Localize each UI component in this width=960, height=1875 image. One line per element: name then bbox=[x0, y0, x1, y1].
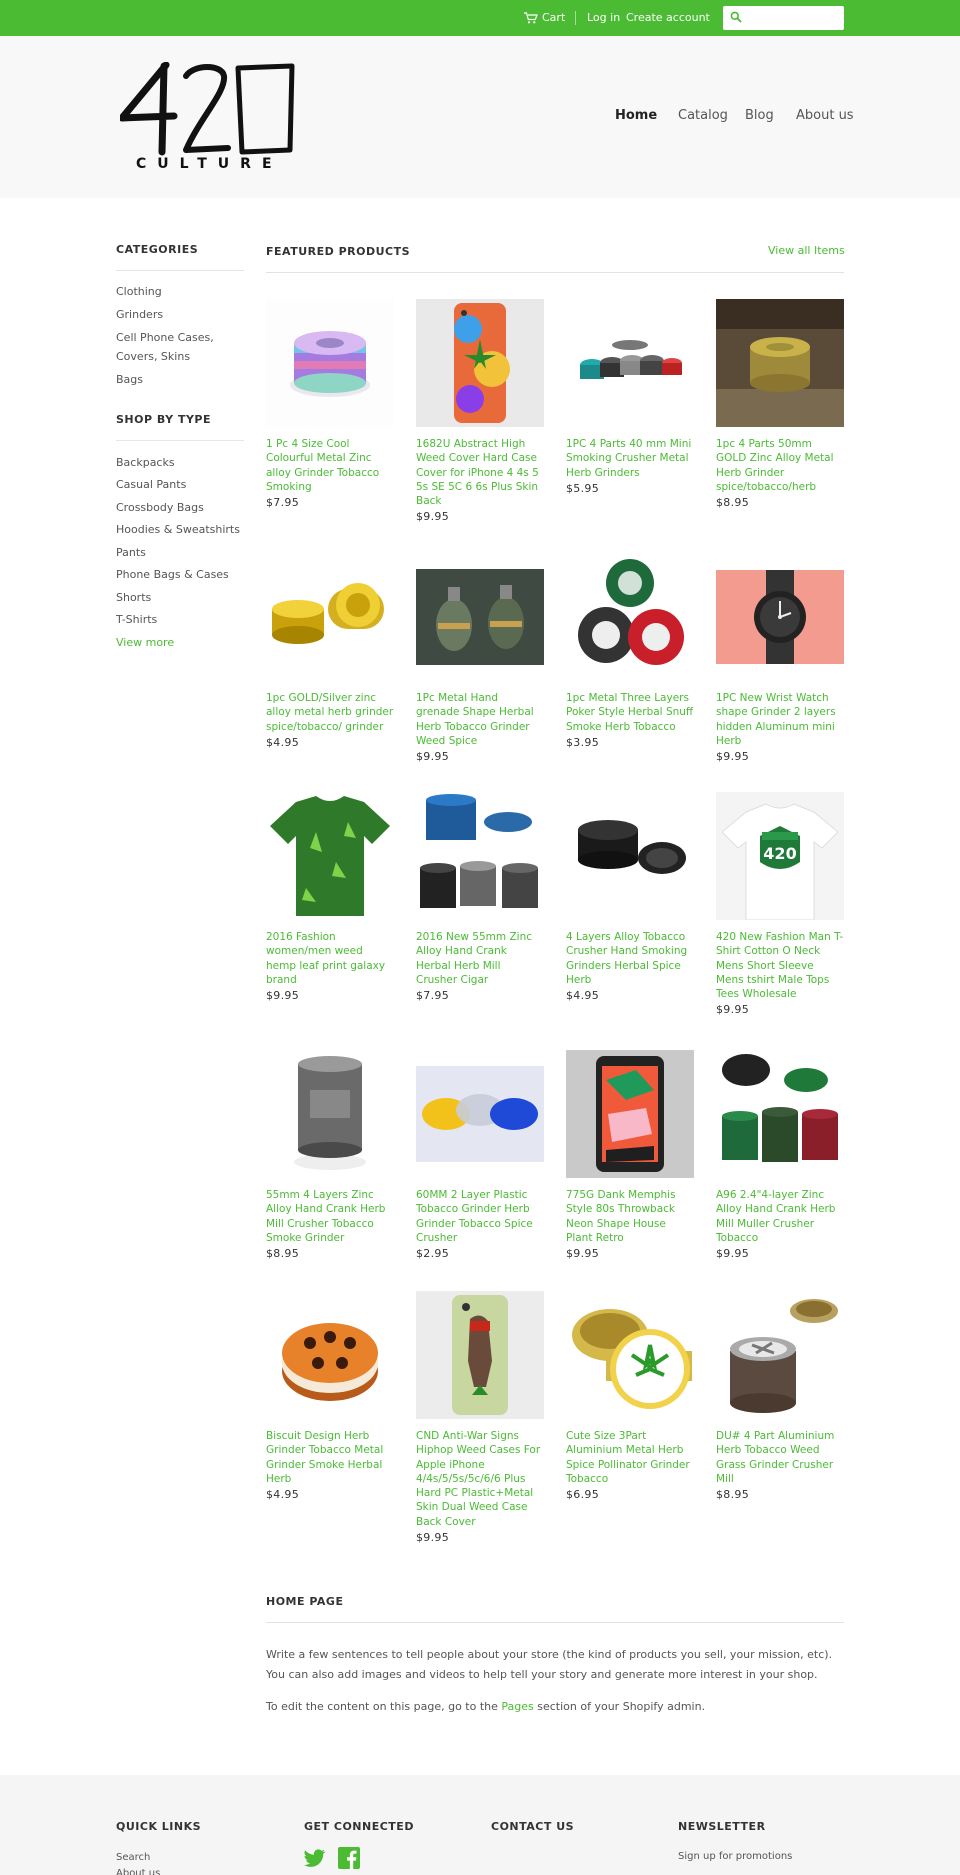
product-price: $7.95 bbox=[266, 496, 299, 510]
sidebar-item-casual-pants[interactable]: Casual Pants bbox=[116, 478, 187, 491]
categories-heading: CATEGORIES bbox=[116, 243, 199, 256]
product-card[interactable] bbox=[416, 792, 544, 1002]
product-card[interactable] bbox=[416, 299, 544, 523]
product-image bbox=[416, 553, 544, 681]
product-name: 55mm 4 Layers Zinc Alloy Hand Crank Herb Mill Crusher Tobacco Smoke Grinder bbox=[266, 1189, 386, 1244]
product-card[interactable] bbox=[716, 1050, 844, 1260]
product-card[interactable] bbox=[566, 792, 694, 1002]
site-footer bbox=[0, 1775, 960, 1875]
sidebar-item-clothing[interactable]: Clothing bbox=[116, 285, 162, 298]
product-image bbox=[416, 792, 544, 920]
product-card[interactable] bbox=[716, 299, 844, 509]
product-name: DU# 4 Part Aluminium Herb Tobacco Weed Grass Grinder Crusher Mill bbox=[716, 1430, 835, 1485]
product-name: 420 New Fashion Man T-Shirt Cotton O Neck Mens Short Sleeve Mens tshirt Male Tops Tees Wholesale bbox=[716, 931, 844, 1001]
product-image bbox=[716, 1050, 844, 1178]
home-page-paragraph: Write a few sentences to tell people about your store (the kind of products you sell, your mission, etc). You can also add images and videos to help tell your story and generate more interest in your shop. bbox=[266, 1648, 833, 1681]
product-image bbox=[416, 1050, 544, 1178]
product-image bbox=[266, 1050, 394, 1178]
product-price: $7.95 bbox=[416, 989, 449, 1003]
product-card[interactable] bbox=[416, 1291, 544, 1544]
product-card[interactable] bbox=[566, 553, 694, 749]
product-image bbox=[716, 553, 844, 681]
product-name: 4 Layers Alloy Tobacco Crusher Hand Smoking Grinders Herbal Spice Herb bbox=[566, 931, 688, 986]
product-price: $6.95 bbox=[566, 1488, 599, 1502]
product-card[interactable] bbox=[566, 1291, 694, 1501]
nav-catalog[interactable]: Catalog bbox=[678, 108, 728, 123]
sidebar-item-cell-phone-cases[interactable]: Cell Phone Cases, Covers, Skins bbox=[116, 331, 214, 363]
nav-blog[interactable]: Blog bbox=[745, 108, 774, 123]
product-price: $9.95 bbox=[416, 750, 449, 764]
product-name: 2016 Fashion women/men weed hemp leaf print galaxy brand bbox=[266, 931, 386, 986]
site-header bbox=[0, 36, 960, 198]
product-name: A96 2.4"4-layer Zinc Alloy Hand Crank Herb Mill Muller Crusher Tobacco bbox=[716, 1189, 836, 1244]
product-image bbox=[566, 553, 694, 681]
product-name: Biscuit Design Herb Grinder Tobacco Metal Grinder Smoke Herbal Herb bbox=[266, 1430, 384, 1485]
product-image bbox=[566, 1291, 694, 1419]
product-card[interactable] bbox=[416, 553, 544, 763]
sidebar-item-t-shirts[interactable]: T-Shirts bbox=[116, 613, 158, 626]
product-image bbox=[716, 1291, 844, 1419]
search-box[interactable] bbox=[723, 6, 844, 30]
sidebar-item-phone-bags[interactable]: Phone Bags & Cases bbox=[116, 568, 229, 581]
featured-heading: FEATURED PRODUCTS bbox=[266, 245, 411, 258]
product-image bbox=[266, 792, 394, 920]
facebook-icon bbox=[338, 1847, 360, 1869]
cart-link[interactable] bbox=[524, 11, 565, 24]
facebook-link[interactable] bbox=[338, 1847, 360, 1872]
product-image bbox=[566, 299, 694, 427]
create-account-link[interactable]: Create account bbox=[626, 11, 710, 24]
product-price: $9.95 bbox=[716, 1247, 749, 1261]
product-name: 1pc 4 Parts 50mm GOLD Zinc Alloy Metal Herb Grinder spice/tobacco/herb bbox=[716, 438, 834, 493]
sidebar-item-grinders[interactable]: Grinders bbox=[116, 308, 164, 321]
nav-about-us[interactable]: About us bbox=[796, 108, 854, 123]
product-card[interactable] bbox=[566, 1050, 694, 1260]
sidebar-item-crossbody-bags[interactable]: Crossbody Bags bbox=[116, 501, 204, 514]
product-card[interactable] bbox=[716, 792, 844, 1016]
product-price: $9.95 bbox=[266, 989, 299, 1003]
get-connected-heading: GET CONNECTED bbox=[304, 1820, 414, 1833]
product-card[interactable] bbox=[266, 1291, 394, 1501]
edit-note-text: section of your Shopify admin. bbox=[533, 1700, 706, 1713]
home-page-edit-note bbox=[266, 1697, 846, 1717]
search-input[interactable] bbox=[747, 9, 839, 27]
home-page-divider bbox=[266, 1622, 844, 1623]
product-image bbox=[416, 299, 544, 427]
product-image bbox=[266, 1291, 394, 1419]
product-price: $4.95 bbox=[566, 989, 599, 1003]
newsletter-heading: NEWSLETTER bbox=[678, 1820, 766, 1833]
product-card[interactable] bbox=[716, 553, 844, 763]
product-name: 1682U Abstract High Weed Cover Hard Case Cover for iPhone 4 4s 5 5s SE 5C 6 6s Plus Skin Back bbox=[416, 438, 539, 508]
product-price: $3.95 bbox=[566, 735, 599, 749]
footer-link-search[interactable]: Search bbox=[116, 1852, 151, 1863]
product-price: $5.95 bbox=[566, 481, 599, 495]
product-price: $9.95 bbox=[416, 510, 449, 524]
product-price: $9.95 bbox=[566, 1247, 599, 1261]
product-name: 775G Dank Memphis Style 80s Throwback Neon Shape House Plant Retro bbox=[566, 1189, 676, 1244]
product-name: 1pc GOLD/Silver zinc alloy metal herb grinder spice/tobacco/ grinder bbox=[266, 692, 394, 733]
product-image bbox=[716, 792, 844, 920]
product-image bbox=[716, 299, 844, 427]
product-card[interactable] bbox=[416, 1050, 544, 1260]
product-price: $8.95 bbox=[716, 1488, 749, 1502]
twitter-link[interactable] bbox=[304, 1848, 326, 1871]
twitter-icon bbox=[304, 1848, 326, 1868]
product-card[interactable] bbox=[266, 299, 394, 509]
newsletter-text: Sign up for promotions bbox=[678, 1851, 793, 1862]
sidebar-divider bbox=[116, 440, 244, 441]
product-name: 2016 New 55mm Zinc Alloy Hand Crank Herbal Herb Mill Crusher Cigar bbox=[416, 931, 532, 986]
product-card[interactable] bbox=[266, 553, 394, 749]
sidebar-item-backpacks[interactable]: Backpacks bbox=[116, 456, 175, 469]
featured-divider bbox=[266, 272, 844, 273]
footer-link-about-us[interactable]: About us bbox=[116, 1868, 161, 1875]
product-price: $8.95 bbox=[266, 1247, 299, 1261]
product-card[interactable] bbox=[266, 1050, 394, 1260]
product-price: $2.95 bbox=[416, 1247, 449, 1261]
product-price: $9.95 bbox=[716, 750, 749, 764]
sidebar-item-hoodies[interactable]: Hoodies & Sweatshirts bbox=[116, 523, 240, 536]
product-image bbox=[566, 792, 694, 920]
product-price: $4.95 bbox=[266, 1488, 299, 1502]
sidebar-divider bbox=[116, 270, 244, 271]
product-card[interactable] bbox=[266, 792, 394, 1002]
product-image bbox=[266, 553, 394, 681]
shop-by-type-heading: SHOP BY TYPE bbox=[116, 413, 211, 426]
product-name: CND Anti-War Signs Hiphop Weed Cases For Apple iPhone 4/4s/5/5s/5c/6/6 Plus Hard PC Plastic+Metal Skin Dual Weed Case Back Cover bbox=[416, 1430, 541, 1528]
logo-420-graphic bbox=[120, 62, 296, 158]
search-icon bbox=[730, 11, 742, 23]
product-name: 1 Pc 4 Size Cool Colourful Metal Zinc alloy Grinder Tobacco Smoking bbox=[266, 438, 380, 493]
product-image bbox=[416, 1291, 544, 1419]
sidebar-item-bags[interactable]: Bags bbox=[116, 373, 144, 386]
product-name: Cute Size 3Part Aluminium Metal Herb Spice Pollinator Grinder Tobacco bbox=[566, 1430, 690, 1485]
home-page-heading: HOME PAGE bbox=[266, 1595, 344, 1608]
topbar-divider bbox=[575, 11, 576, 25]
logo-subtext: CULTURE bbox=[136, 156, 283, 172]
product-name: 1pc Metal Three Layers Poker Style Herbal Snuff Smoke Herb Tobacco bbox=[566, 692, 694, 733]
product-name: 60MM 2 Layer Plastic Tobacco Grinder Herb Grinder Tobacco Spice Crusher bbox=[416, 1189, 533, 1244]
product-image bbox=[266, 299, 394, 427]
edit-note-text: To edit the content on this page, go to the bbox=[266, 1700, 502, 1713]
product-card[interactable] bbox=[716, 1291, 844, 1501]
sidebar-item-shorts[interactable]: Shorts bbox=[116, 591, 152, 604]
top-bar bbox=[0, 0, 960, 36]
sidebar-view-more[interactable]: View more bbox=[116, 636, 175, 649]
cart-icon bbox=[524, 12, 538, 24]
quick-links-heading: QUICK LINKS bbox=[116, 1820, 202, 1833]
svg-text:420: 420 bbox=[763, 844, 797, 863]
view-all-link[interactable]: View all Items bbox=[768, 244, 845, 257]
product-name: 1PC 4 Parts 40 mm Mini Smoking Crusher Metal Herb Grinders bbox=[566, 438, 692, 479]
contact-us-heading: CONTACT US bbox=[491, 1820, 575, 1833]
store-logo[interactable] bbox=[120, 62, 296, 161]
product-price: $9.95 bbox=[716, 1003, 749, 1017]
product-image bbox=[566, 1050, 694, 1178]
product-price: $4.95 bbox=[266, 735, 299, 749]
sidebar-item-pants[interactable]: Pants bbox=[116, 546, 146, 559]
product-name: 1PC New Wrist Watch shape Grinder 2 layers hidden Aluminum mini Herb bbox=[716, 692, 836, 747]
login-link[interactable]: Log in bbox=[587, 11, 621, 24]
product-card[interactable] bbox=[566, 299, 694, 495]
product-name: 1Pc Metal Hand grenade Shape Herbal Herb Tobacco Grinder Weed Spice bbox=[416, 692, 534, 747]
product-price: $8.95 bbox=[716, 496, 749, 510]
nav-home[interactable]: Home bbox=[615, 108, 658, 123]
cart-label: Cart bbox=[542, 11, 566, 24]
product-price: $9.95 bbox=[416, 1531, 449, 1545]
pages-link[interactable]: Pages bbox=[501, 1700, 534, 1713]
